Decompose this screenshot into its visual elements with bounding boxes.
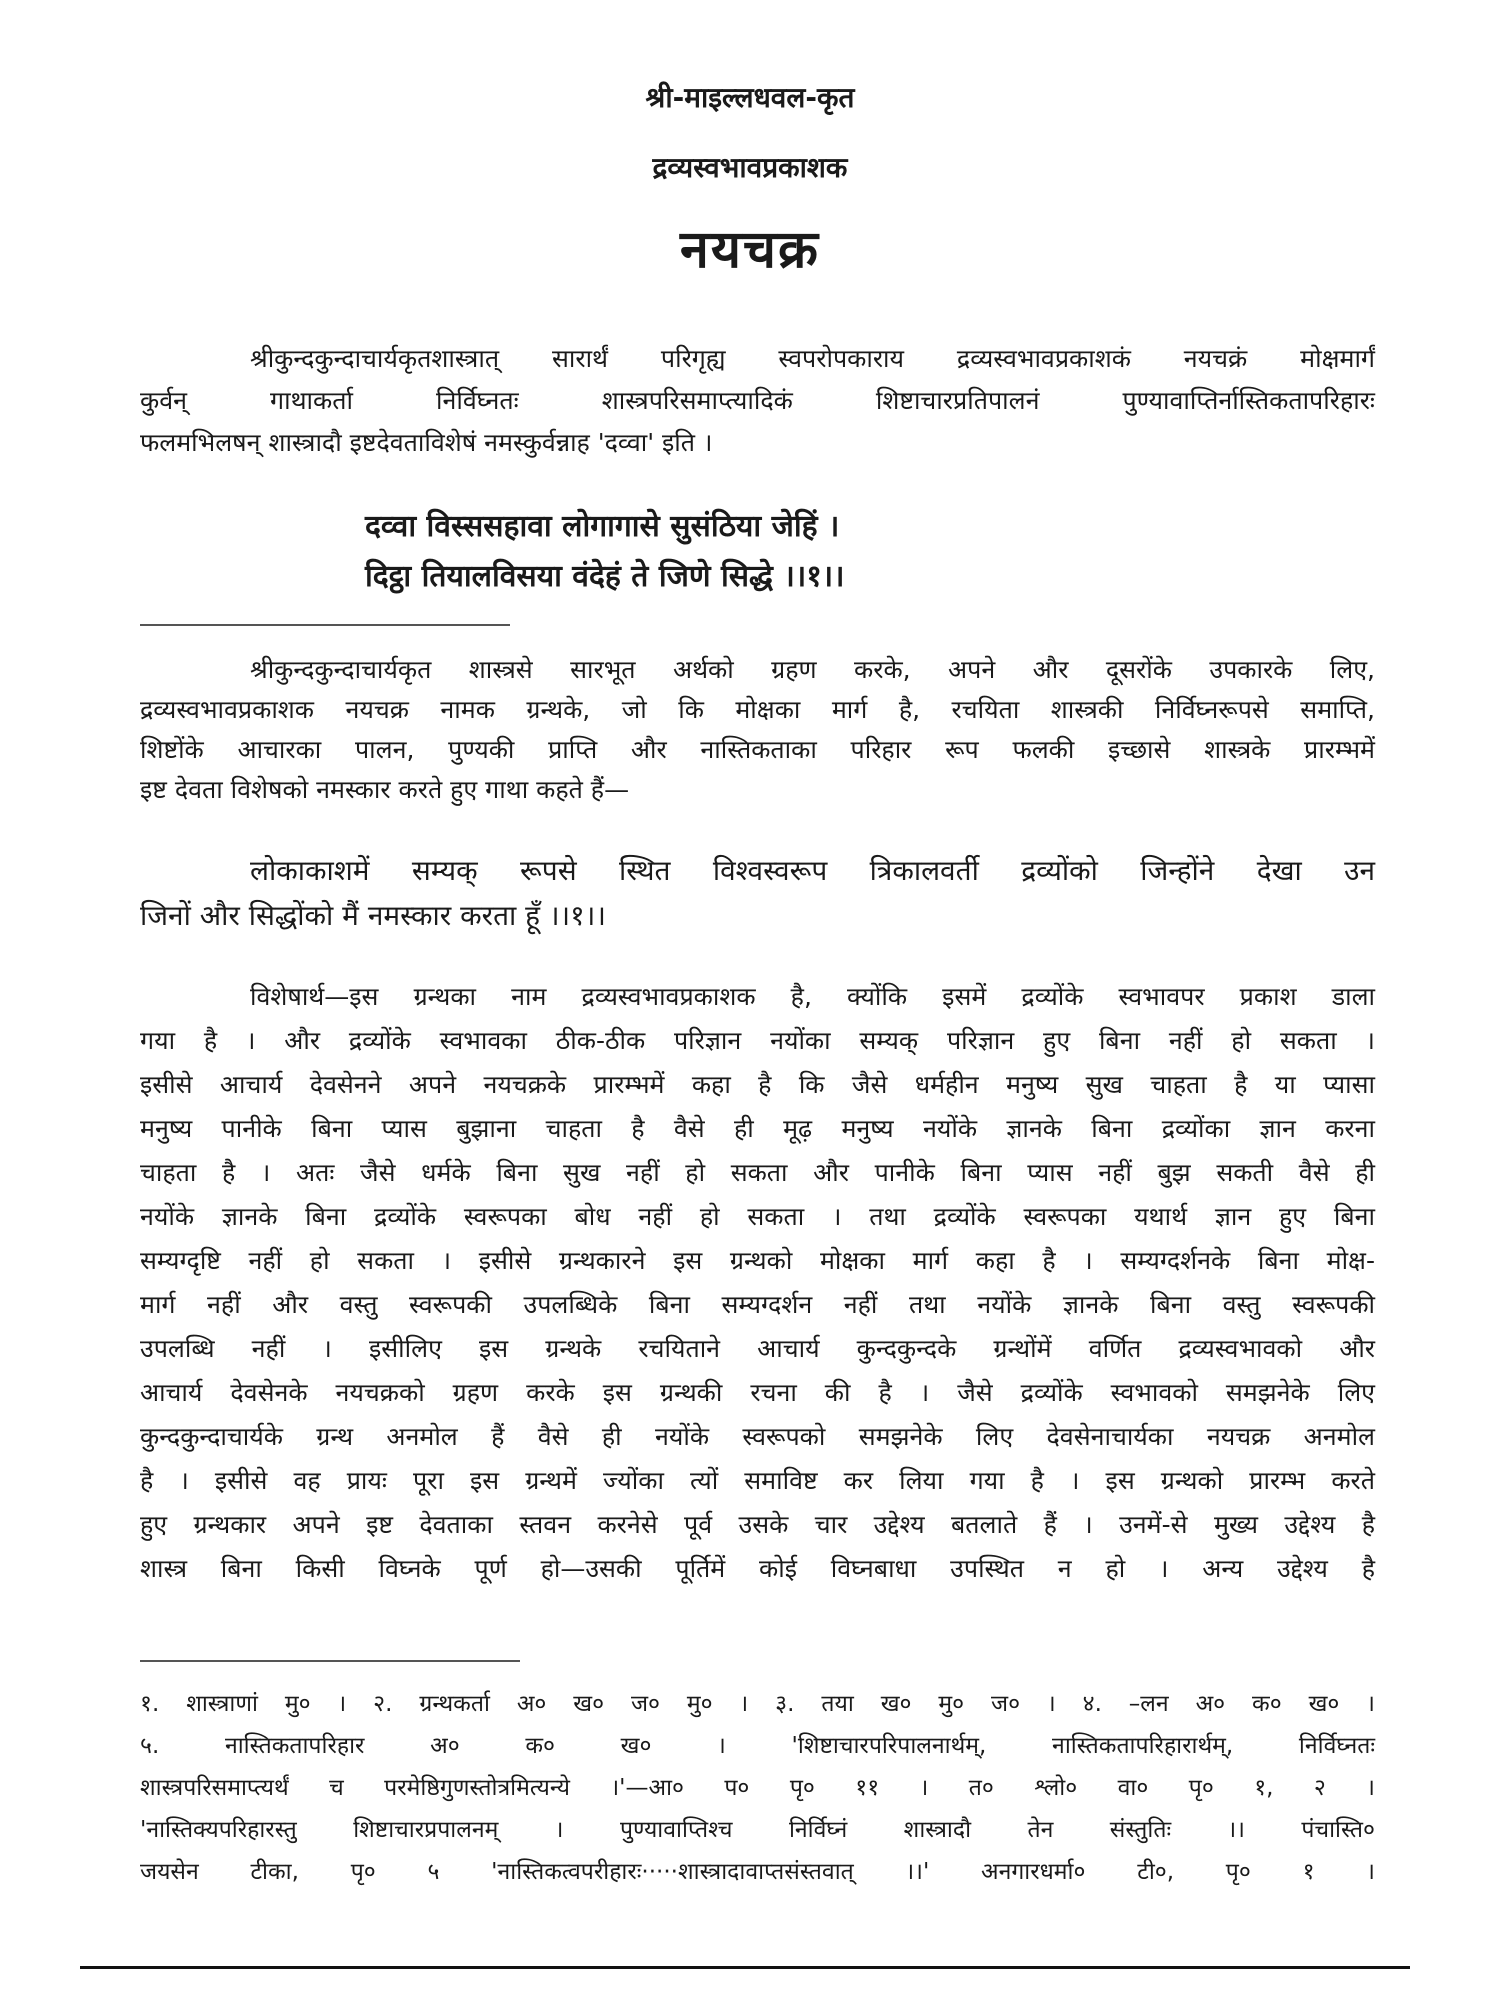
body-line: मनुष्य पानीके बिना प्यास बुझाना चाहता है वैसे ही मूढ़ मनुष्य नयोंके ज्ञानके बिना द्रव्योंका ज्ञान करना <box>140 1114 1375 1143</box>
sanskrit-intro <box>140 338 1375 464</box>
footnote-line: १. शास्त्राणां मु० । २. ग्रन्थकर्ता अ० ख० ज० मु० । ३. तया ख० मु० ज० । ४. –लन अ० क० ख० । <box>140 1691 1375 1717</box>
body-line: चाहता है । अतः जैसे धर्मके बिना सुख नहीं हो सकता और पानीके बिना प्यास नहीं बुझ सकती वैसे ही <box>140 1158 1375 1187</box>
visheshartha-paragraph <box>140 975 1375 1591</box>
footnote-line: ५. नास्तिकतापरिहार अ० क० ख० । 'शिष्टाचारपरिपालनार्थम्, नास्तिकतापरिहारार्थम्, निर्विघ्नतः <box>140 1733 1375 1759</box>
verse-translation <box>140 848 1375 938</box>
body-line: सम्यग्दृष्टि नहीं हो सकता । इसीसे ग्रन्थकारने इस ग्रन्थको मोक्षका मार्ग कहा है । सम्यग्दर्शनके बिना मोक्ष- <box>140 1246 1375 1275</box>
footnote-line: जयसेन टीका, पृ० ५ 'नास्तिकत्वपरीहारः·····शास्त्रादावाप्तसंस्तवात् ।।' अनगारधर्मा० टी०, पृ० १ । <box>140 1859 1375 1885</box>
body-line: मार्ग नहीं और वस्तु स्वरूपकी उपलब्धिके बिना सम्यग्दर्शन नहीं तथा नयोंके ज्ञानके बिना वस्तु स्वरूपकी <box>140 1290 1375 1319</box>
author-line: श्री-माइल्लधवल-कृत <box>645 81 855 114</box>
body-line: नयोंके ज्ञानके बिना द्रव्योंके स्वरूपका बोध नहीं हो सकता । तथा द्रव्योंके स्वरूपका यथार्थ ज्ञान हुए बिना <box>140 1202 1375 1231</box>
footnote-divider <box>140 1660 520 1662</box>
sanskrit-line: फलमभिलषन् शास्त्रादौ इष्टदेवताविशेषं नमस्कुर्वन्नाह 'दव्वा' इति । <box>140 428 713 457</box>
hindi-line: श्रीकुन्दकुन्दाचार्यकृत शास्त्रसे सारभूत अर्थको ग्रहण करके, अपने और दूसरोंके उपकारके लिए, <box>250 655 1375 684</box>
body-line: शास्त्र बिना किसी विघ्नके पूर्ण हो—उसकी पूर्तिमें कोई विघ्नबाधा उपस्थित न हो । अन्य उद्देश्य है <box>140 1554 1375 1583</box>
hindi-line: शिष्टोंके आचारका पालन, पुण्यकी प्राप्ति और नास्तिकताका परिहार रूप फलकी इच्छासे शास्त्रके प्रारम्भमें <box>140 735 1375 764</box>
body-line: है । इसीसे वह प्रायः पूरा इस ग्रन्थमें ज्योंका त्यों समाविष्ट कर लिया गया है । इस ग्रन्थको प्रारम्भ करते <box>140 1466 1375 1495</box>
sanskrit-line: श्रीकुन्दकुन्दाचार्यकृतशास्त्रात् सारार्थं परिगृह्य स्वपरोपकाराय द्रव्यस्वभावप्रकाशकं नयचक्रं मोक्षमार्गं <box>250 344 1375 373</box>
body-line: हुए ग्रन्थकार अपने इष्ट देवताका स्तवन करनेसे पूर्व उसके चार उद्देश्य बतलाते हैं । उनमें-से मुख्य उद्देश्य है <box>140 1510 1375 1539</box>
hindi-line: इष्ट देवता विशेषको नमस्कार करते हुए गाथा कहते हैं— <box>140 775 630 804</box>
verse-line: दव्वा विस्ससहावा लोगागासे सुसंठिया जेहिं । <box>365 509 840 544</box>
translation-line: लोकाकाशमें सम्यक् रूपसे स्थित विश्वस्वरूप त्रिकालवर्ती द्रव्योंको जिन्होंने देखा उन <box>250 854 1375 887</box>
footnotes <box>140 1683 1375 1893</box>
body-line: विशेषार्थ—इस ग्रन्थका नाम द्रव्यस्वभावप्रकाशक है, क्योंकि इसमें द्रव्योंके स्वभावपर प्रकाश डाला <box>250 982 1375 1011</box>
body-line: उपलब्धि नहीं । इसीलिए इस ग्रन्थके रचयिताने आचार्य कुन्दकुन्दके ग्रन्थोंमें वर्णित द्रव्यस्वभावको और <box>140 1334 1375 1363</box>
footnote-line: शास्त्रपरिसमाप्त्यर्थं च परमेष्ठिगुणस्तोत्रमित्यन्ये ।'—आ० प० पृ० ११ । त० श्लो० वा० पृ० १, २ । <box>140 1775 1375 1801</box>
hindi-intro <box>140 650 1375 810</box>
sanskrit-line: कुर्वन् गाथाकर्ता निर्विघ्नतः शास्त्रपरिसमाप्त्यादिकं शिष्टाचारप्रतिपालनं पुण्यावाप्तिर्नास्तिकतापरिहारः <box>140 386 1375 415</box>
body-line: आचार्य देवसेनके नयचक्रको ग्रहण करके इस ग्रन्थकी रचना की है । जैसे द्रव्योंके स्वभावको समझनेके लिए <box>140 1378 1375 1407</box>
page-bottom-rule <box>80 1966 1410 1969</box>
page-title: नयचक्र <box>680 220 820 280</box>
subtitle: द्रव्यस्वभावप्रकाशक <box>652 151 848 184</box>
body-line: इसीसे आचार्य देवसेनने अपने नयचक्रके प्रारम्भमें कहा है कि जैसे धर्महीन मनुष्य सुख चाहता है या प्यासा <box>140 1070 1375 1099</box>
gatha-verse <box>365 502 1365 602</box>
body-line: गया है । और द्रव्योंके स्वभावका ठीक-ठीक परिज्ञान नयोंका सम्यक् परिज्ञान हुए बिना नहीं हो सकता । <box>140 1026 1375 1055</box>
section-divider <box>140 624 510 626</box>
body-line: कुन्दकुन्दाचार्यके ग्रन्थ अनमोल हैं वैसे ही नयोंके स्वरूपको समझनेके लिए देवसेनाचार्यका नयचक्र अनमोल <box>140 1422 1375 1451</box>
hindi-line: द्रव्यस्वभावप्रकाशक नयचक्र नामक ग्रन्थके, जो कि मोक्षका मार्ग है, रचयिता शास्त्रकी निर्विघ्नरूपसे समाप्ति, <box>140 695 1375 724</box>
footnote-line: 'नास्तिक्यपरिहारस्तु शिष्टाचारप्रपालनम् । पुण्यावाप्तिश्च निर्विघ्नं शास्त्रादौ तेन संस्तुतिः ।। पंचास्ति० <box>140 1817 1375 1843</box>
translation-line: जिनों और सिद्धोंको मैं नमस्कार करता हूँ ।।१।। <box>140 899 606 932</box>
verse-line: दिट्ठा तियालविसया वंदेहं ते जिणे सिद्धे ।।१।। <box>365 559 845 594</box>
